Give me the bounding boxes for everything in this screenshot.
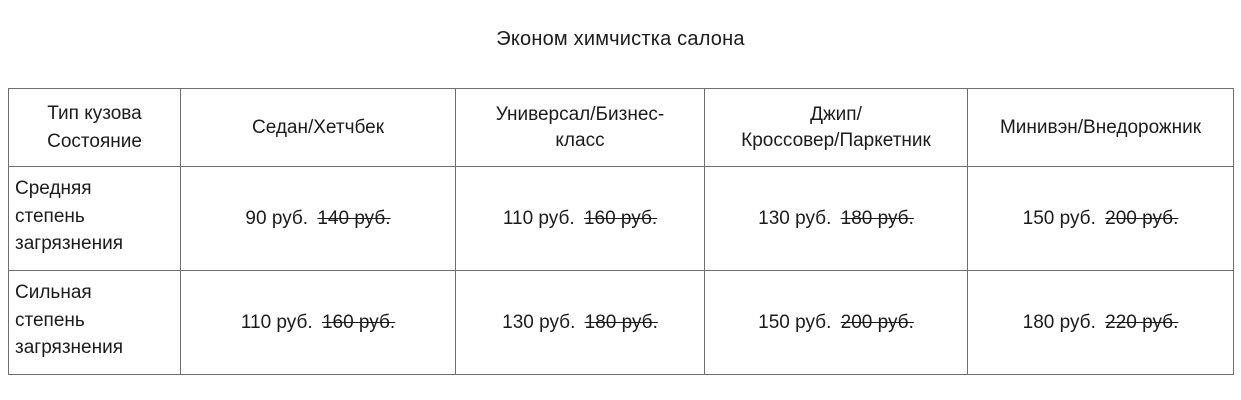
header-minivan-line1: Минивэн/Внедорожник (999, 116, 1202, 138)
price-table-container (8, 88, 1233, 375)
price-cell-medium-jeep (705, 167, 968, 271)
price-old: 140 руб. (317, 207, 391, 229)
row-label-medium-dirt (9, 167, 181, 271)
corner-label-body-type: Тип кузова (47, 102, 142, 124)
price-new: 110 руб. (240, 311, 313, 333)
header-cell-universal (456, 89, 705, 167)
table-header-row (9, 89, 1234, 167)
header-cell-corner (9, 89, 181, 167)
header-cell-jeep (705, 89, 968, 167)
header-cell-sedan (181, 89, 456, 167)
table-row (9, 167, 1234, 271)
row-label-line1: Сильная (15, 282, 92, 303)
price-old: 220 руб. (1105, 311, 1179, 333)
header-universal-line2: класс (555, 129, 605, 151)
price-cell-medium-universal (456, 167, 705, 271)
price-cell-medium-sedan (181, 167, 456, 271)
row-label-line2: степень (15, 205, 85, 227)
price-cell-heavy-sedan (181, 271, 456, 375)
price-old: 200 руб. (1105, 207, 1179, 229)
price-old: 180 руб. (584, 311, 658, 333)
price-cell-heavy-universal (456, 271, 705, 375)
header-jeep-line2: Кроссовер/Паркетник (741, 129, 931, 151)
header-universal-line1: Универсал/Бизнес- (495, 104, 665, 126)
table-row (9, 271, 1234, 375)
price-table (8, 88, 1234, 375)
row-label-line3: загрязнения (15, 233, 124, 255)
price-new: 90 руб. (245, 207, 309, 229)
row-label-heavy-dirt (9, 271, 181, 375)
price-new: 150 руб. (758, 311, 832, 333)
price-new: 130 руб. (502, 311, 576, 333)
price-old: 160 руб. (321, 311, 396, 333)
price-new: 130 руб. (758, 207, 832, 229)
header-sedan-line1: Седан/Хетчбек (251, 116, 385, 138)
price-cell-medium-minivan (968, 167, 1234, 271)
price-new: 180 руб. (1022, 311, 1096, 333)
price-old: 200 руб. (840, 311, 914, 333)
price-old: 180 руб. (840, 207, 914, 229)
price-cell-heavy-minivan (968, 271, 1234, 375)
row-label-line2: степень (15, 309, 85, 331)
price-new: 110 руб. (502, 207, 575, 229)
price-new: 150 руб. (1022, 207, 1096, 229)
price-cell-heavy-jeep (705, 271, 968, 375)
price-old: 160 руб. (583, 207, 658, 229)
row-label-line3: загрязнения (15, 337, 124, 359)
row-label-line1: Средняя (15, 178, 92, 199)
header-cell-minivan (968, 89, 1234, 167)
corner-label-condition: Состояние (47, 130, 142, 152)
header-jeep-line1: Джип/ (810, 104, 862, 126)
page-title: Эконом химчистка салона (496, 28, 745, 50)
